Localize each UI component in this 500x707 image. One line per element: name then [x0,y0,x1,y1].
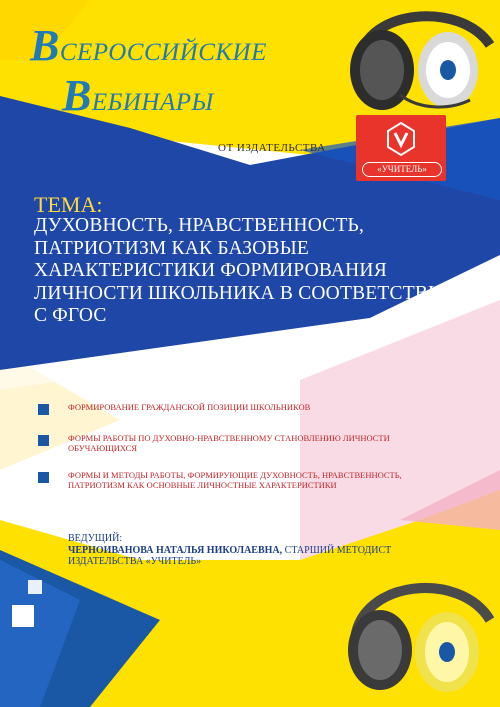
headset-icon [335,560,500,707]
bullet-text: ФОРМЫ И МЕТОДЫ РАБОТЫ, ФОРМИРУЮЩИЕ ДУХОВНОСТЬ, НРАВСТВЕННОСТЬ, ПАТРИОТИЗМ КАК ОСНОВНЫЕ ЛИЧНОСТНЫЕ ХАРАКТЕРИСТИКИ [68,469,402,490]
publisher-logo-icon [386,121,416,157]
title-rest: СЕРОССИЙСКИЕ [59,39,267,66]
title-rest: ЕБИНАРЫ [91,89,214,116]
bullet-square-icon [38,404,49,415]
speaker-label: ВЕДУЩИЙ: [68,533,123,544]
publisher-logo [356,115,446,181]
speaker-line [68,545,468,568]
bullet-text: ФОРМИРОВАНИЕ ГРАЖДАНСКОЙ ПОЗИЦИИ ШКОЛЬНИКОВ [68,402,311,412]
publisher-label: ОТ ИЗДАТЕЛЬСТВА [218,142,326,154]
bullet-list [38,402,458,491]
title-line-1 [30,20,267,71]
list-item [38,402,458,413]
speaker-name: ЧЕРНОИВАНОВА НАТАЛЬЯ НИКОЛАЕВНА, [68,544,283,556]
bullet-text: ФОРМЫ РАБОТЫ ПО ДУХОВНО-НРАВСТВЕННОМУ СТАНОВЛЕНИЮ ЛИЧНОСТИ ОБУЧАЮЩИХСЯ [68,432,390,453]
bullet-square-icon [38,472,49,483]
title-line-2 [62,70,214,121]
list-item [38,433,458,454]
topic-heading: ТЕМА: [34,192,103,217]
headset-icon [340,0,500,120]
title-cap: В [62,71,92,120]
list-item [38,470,458,491]
speaker-role: СТАРШИЙ МЕТОДИСТ ИЗДАТЕЛЬСТВА «УЧИТЕЛЬ» [68,544,392,567]
title-cap: В [30,21,60,70]
topic-text: ДУХОВНОСТЬ, НРАВСТВЕННОСТЬ, ПАТРИОТИЗМ КАК БАЗОВЫЕ ХАРАКТЕРИСТИКИ ФОРМИРОВАНИЯ ЛИЧНОСТИ ШКОЛЬНИКА В СООТВЕТСТВИИ С ФГОС [34,215,457,327]
speaker-info [68,533,468,568]
logo-label: «УЧИТЕЛЬ» [362,162,442,177]
bullet-square-icon [38,435,49,446]
